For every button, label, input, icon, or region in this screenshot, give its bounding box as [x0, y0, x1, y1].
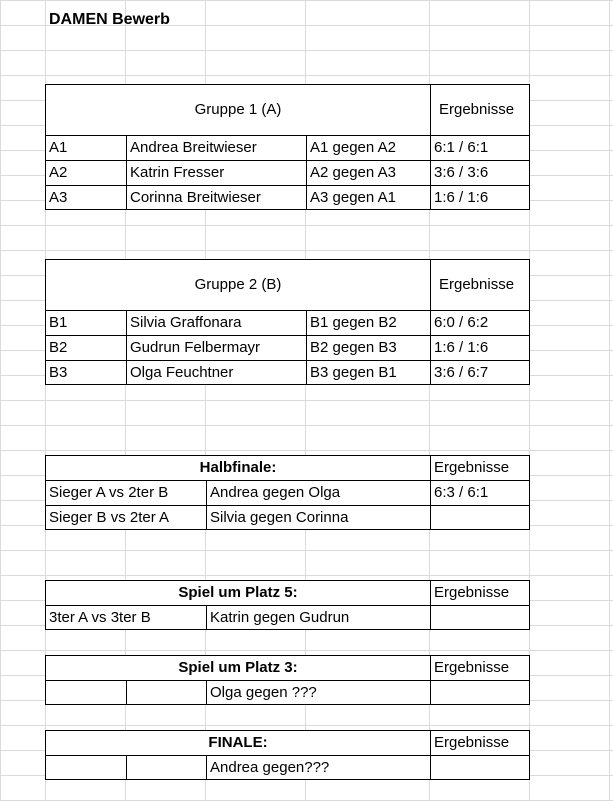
empty-cell [46, 680, 126, 704]
table-row-id: A3 [46, 185, 126, 209]
match-cell: Katrin gegen Gudrun [206, 605, 430, 629]
player-name: Silvia Graffonara [126, 310, 306, 335]
result-cell: 3:6 / 6:7 [430, 360, 529, 384]
match-cell: Andrea gegen Olga [206, 480, 430, 505]
table-row-id: B1 [46, 310, 126, 335]
player-name: Gudrun Felbermayr [126, 335, 306, 360]
finale-table [45, 730, 530, 780]
halbfinale-table [45, 455, 530, 530]
player-name: Andrea Breitwieser [126, 135, 306, 160]
pairing-cell: Sieger B vs 2ter A [46, 505, 206, 529]
platz5-results-header: Ergebnisse [430, 581, 529, 605]
halbfinale-header: Halbfinale: [199, 459, 277, 476]
match-cell: A1 gegen A2 [306, 135, 430, 160]
result-cell: 3:6 / 3:6 [430, 160, 529, 185]
grid-column-line [609, 0, 610, 801]
finale-results-header: Ergebnisse [430, 731, 529, 755]
player-name: Corinna Breitwieser [126, 185, 306, 209]
result-cell [430, 755, 529, 779]
group1-header: Gruppe 1 (A) [194, 101, 282, 118]
result-cell [430, 505, 529, 529]
result-cell [430, 605, 529, 629]
empty-cell [126, 680, 206, 704]
match-cell: B2 gegen B3 [306, 335, 430, 360]
result-cell [430, 680, 529, 704]
platz5-header: Spiel um Platz 5: [178, 584, 298, 601]
empty-cell [126, 755, 206, 779]
match-cell: B1 gegen B2 [306, 310, 430, 335]
platz3-table [45, 655, 530, 705]
match-cell: A3 gegen A1 [306, 185, 430, 209]
match-cell: Silvia gegen Corinna [206, 505, 430, 529]
halbfinale-results-header: Ergebnisse [430, 456, 529, 480]
platz5-table [45, 580, 530, 630]
match-cell: B3 gegen B1 [306, 360, 430, 384]
table-row-id: B2 [46, 335, 126, 360]
match-cell: A2 gegen A3 [306, 160, 430, 185]
result-cell: 6:1 / 6:1 [430, 135, 529, 160]
group2-results-header: Ergebnisse [430, 260, 529, 310]
result-cell: 1:6 / 1:6 [430, 335, 529, 360]
table-row-id: B3 [46, 360, 126, 384]
finale-header: FINALE: [208, 734, 268, 751]
group2-header: Gruppe 2 (B) [194, 276, 282, 293]
platz3-results-header: Ergebnisse [430, 656, 529, 680]
match-cell: Olga gegen ??? [206, 680, 430, 704]
result-cell: 1:6 / 1:6 [430, 185, 529, 209]
sheet-title: DAMEN Bewerb [49, 11, 170, 28]
pairing-cell: Sieger A vs 2ter B [46, 480, 206, 505]
group1-results-header: Ergebnisse [430, 85, 529, 135]
platz3-header: Spiel um Platz 3: [178, 659, 298, 676]
pairing-cell: 3ter A vs 3ter B [46, 605, 206, 629]
result-cell: 6:0 / 6:2 [430, 310, 529, 335]
player-name: Katrin Fresser [126, 160, 306, 185]
player-name: Olga Feuchtner [126, 360, 306, 384]
empty-cell [46, 755, 126, 779]
table-row-id: A1 [46, 135, 126, 160]
table-row-id: A2 [46, 160, 126, 185]
match-cell: Andrea gegen??? [206, 755, 430, 779]
group2-table [45, 259, 530, 385]
group1-table [45, 84, 530, 210]
result-cell: 6:3 / 6:1 [430, 480, 529, 505]
